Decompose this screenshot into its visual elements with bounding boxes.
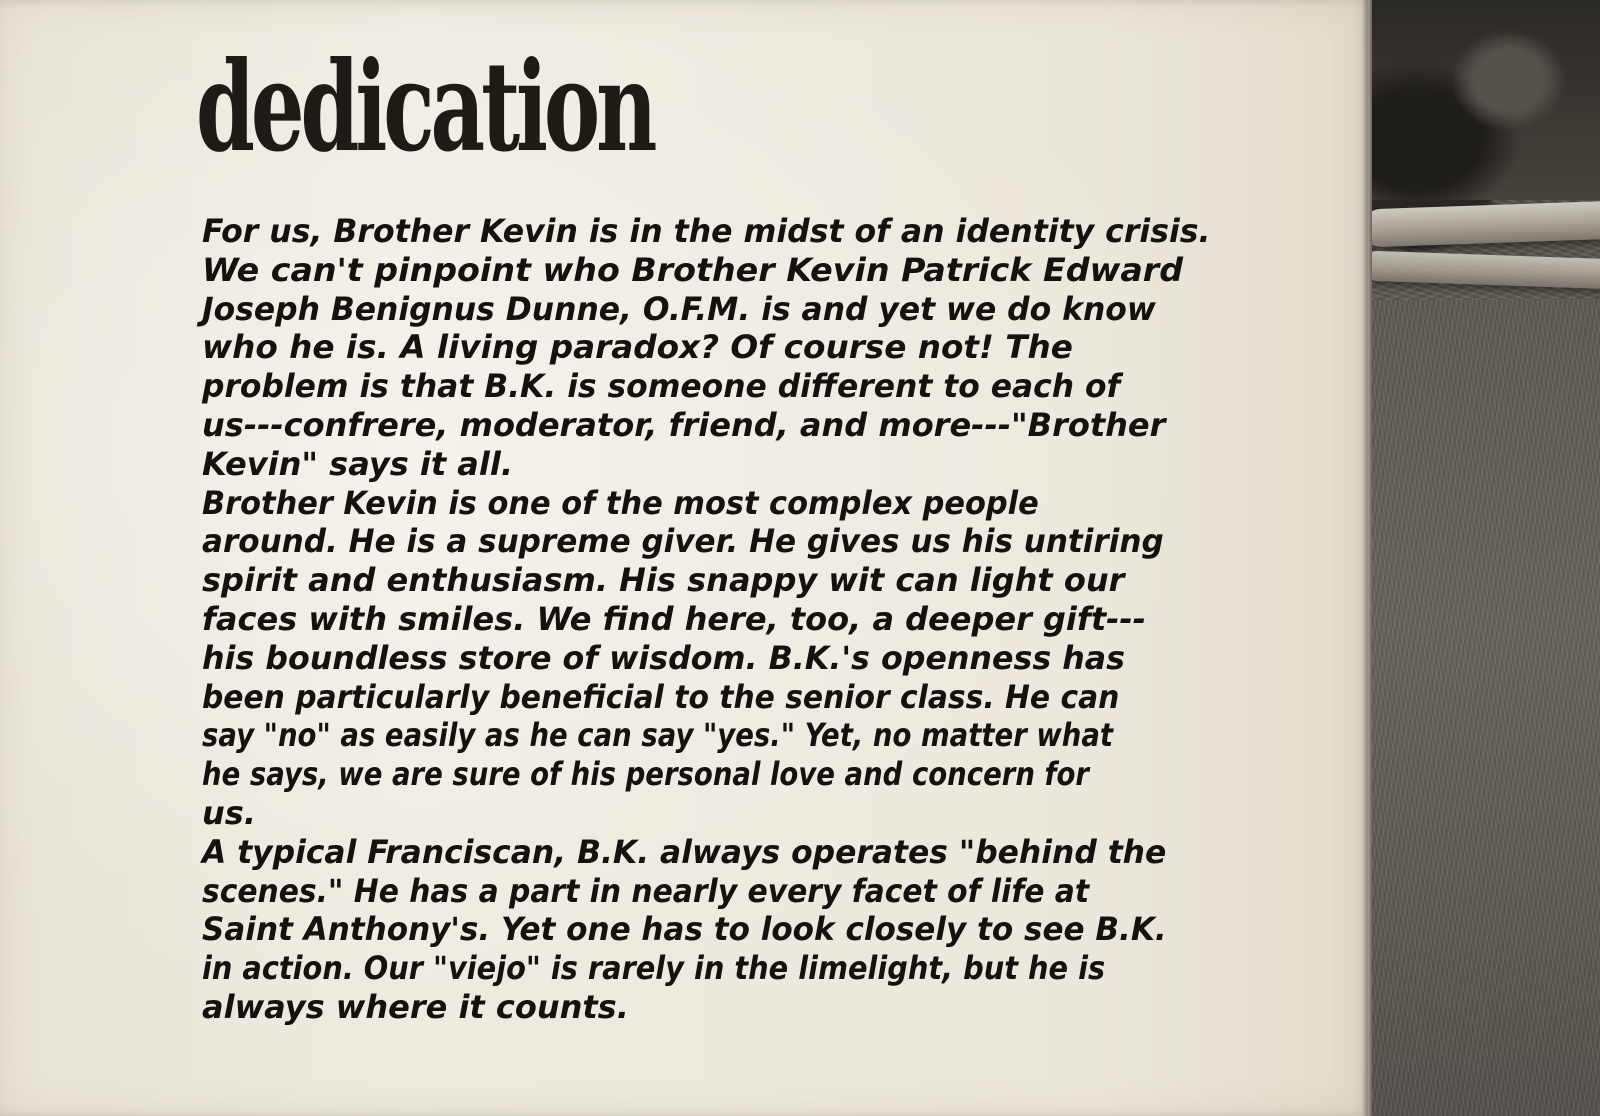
photo-grass (1372, 300, 1600, 1116)
text-line: in action. Our "viejo" is rarely in the limelight, but he is (202, 949, 1106, 988)
text-line: faces with smiles. We find here, too, a deeper gift--- (202, 599, 1146, 638)
page-gutter (1362, 0, 1372, 1116)
page-title: dedication (196, 35, 654, 180)
text-line: us. (202, 793, 256, 832)
photo-log (1372, 200, 1600, 247)
text-line: his boundless store of wisdom. B.K.'s openness has (202, 638, 1125, 677)
text-line: We can't pinpoint who Brother Kevin Patrick Edward (202, 250, 1184, 289)
photo-foliage (1372, 0, 1600, 200)
text-line: problem is that B.K. is someone different to each of (202, 367, 1121, 406)
text-line: Joseph Benignus Dunne, O.F.M. is and yet we do know (202, 289, 1156, 328)
text-line: been particularly beneficial to the senior class. He can (202, 677, 1120, 716)
text-line: scenes." He has a part in nearly every facet of life at (202, 871, 1090, 910)
text-line: A typical Franciscan, B.K. always operates "behind the (202, 832, 1167, 871)
text-line: say "no" as easily as he can say "yes." Yet, no matter what (202, 716, 1114, 755)
dedication-text (202, 212, 1282, 1027)
text-line: who he is. A living paradox? Of course not! The (202, 328, 1073, 367)
text-line: us---confrere, moderator, friend, and more---"Brother (202, 405, 1166, 444)
text-line: Brother Kevin is one of the most complex people (202, 483, 1039, 522)
text-line: Saint Anthony's. Yet one has to look closely to see B.K. (202, 910, 1167, 949)
facing-page-photo (1372, 0, 1600, 1116)
text-line: For us, Brother Kevin is in the midst of an identity crisis. (202, 212, 1211, 250)
paragraph-2 (202, 484, 1282, 833)
photo-log (1372, 250, 1600, 289)
text-line: always where it counts. (202, 987, 629, 1026)
text-line: Kevin" says it all. (202, 444, 513, 483)
paragraph-3 (202, 833, 1282, 1027)
text-line: spirit and enthusiasm. His snappy wit can light our (202, 561, 1125, 600)
paragraph-1 (202, 212, 1282, 484)
text-line: he says, we are sure of his personal love and concern for (202, 755, 1089, 794)
text-line: around. He is a supreme giver. He gives us his untiring (202, 522, 1164, 561)
